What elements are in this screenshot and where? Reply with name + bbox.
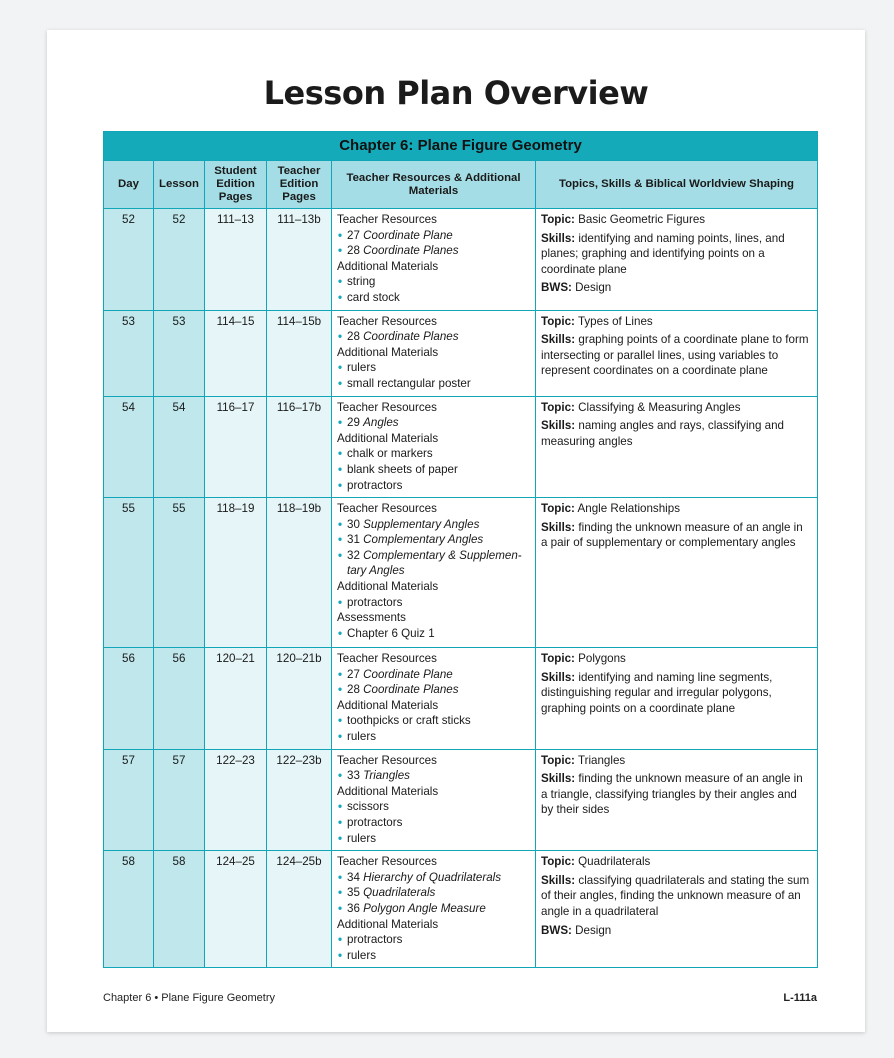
resource-number: 28: [347, 683, 360, 697]
resource-number: 28: [347, 330, 360, 344]
bullet-icon: •: [338, 626, 343, 640]
bws-label: BWS:: [541, 281, 572, 295]
resource-list-item: [337, 532, 530, 548]
resource-list-item: [337, 228, 530, 244]
resource-list-item: [337, 768, 530, 784]
day-cell: 57: [104, 749, 154, 851]
resource-name: protractors: [347, 478, 403, 492]
topic-line: [541, 212, 811, 228]
resource-list-item: [337, 682, 530, 698]
resource-name: blank sheets of paper: [347, 462, 458, 476]
resource-list-item: [337, 948, 530, 964]
lesson-plan-table: [103, 131, 818, 968]
page-title: Lesson Plan Overview: [263, 74, 649, 112]
topic-label: Topic:: [541, 213, 575, 226]
resource-number: 28: [347, 244, 360, 258]
resource-heading: Additional Materials: [337, 917, 439, 931]
resource-list-item: [337, 932, 530, 948]
resource-name: card stock: [347, 290, 400, 304]
resource-name: Coordinate Planes: [363, 330, 459, 344]
day-cell: 54: [104, 396, 154, 498]
skills-value: identifying and naming line segments, distinguishing regular and irregular polygons, graphing points on a coordinate plane: [541, 670, 773, 715]
bullet-icon: •: [338, 870, 343, 884]
resource-list-item: [337, 729, 530, 745]
skills-line: [541, 231, 811, 278]
resource-number: 36: [347, 902, 360, 915]
topics-cell: [536, 749, 818, 851]
teacher-pages-cell: 124–25b: [267, 851, 332, 968]
topics-cell: [536, 851, 818, 968]
resource-list-item: [337, 243, 530, 259]
resource-heading: Additional Materials: [337, 345, 439, 359]
skills-label: Skills:: [541, 419, 576, 433]
teacher-pages-cell: 116–17b: [267, 396, 332, 498]
resource-name: small rectangular poster: [347, 376, 471, 390]
footer-chapter-label: Chapter 6 • Plane Figure Geometry: [103, 992, 275, 1004]
resource-name: Complementary & Supplemen-tary Angles: [347, 548, 522, 578]
resource-number: 31: [347, 533, 360, 547]
skills-value: finding the unknown measure of an angle in a pair of supplementary or complementary angles: [541, 520, 803, 550]
student-pages-cell: 124–25: [205, 851, 267, 968]
topic-label: Topic:: [541, 400, 575, 414]
resource-list-item: [337, 478, 530, 494]
bullet-icon: •: [338, 330, 343, 344]
topic-label: Topic:: [541, 652, 575, 666]
teacher-pages-cell: 114–15b: [267, 310, 332, 396]
resource-list-item: [337, 799, 530, 815]
bullet-icon: •: [338, 290, 343, 304]
teacher-pages-cell: 118–19b: [267, 498, 332, 648]
resource-name: Angles: [363, 416, 399, 430]
column-header-topics: Topics, Skills & Biblical Worldview Shaping: [536, 161, 818, 209]
chapter-header: Chapter 6: Plane Figure Geometry: [104, 132, 818, 161]
skills-value: identifying and naming points, lines, and planes; graphing and identifying points on a coordinate plane: [541, 231, 785, 276]
document-page: [47, 30, 865, 1032]
bullet-icon: •: [338, 902, 343, 915]
topics-cell: [536, 396, 818, 498]
resource-name: rulers: [347, 730, 376, 744]
resource-heading: Teacher Resources: [337, 314, 437, 328]
resources-cell: [332, 851, 536, 968]
resource-list-item: [337, 626, 530, 642]
resource-list-item: [337, 415, 530, 431]
resources-cell: [332, 310, 536, 396]
resource-name: Triangles: [363, 769, 410, 783]
skills-label: Skills:: [541, 520, 576, 534]
resource-list-item: [337, 595, 530, 611]
resource-number: 27: [347, 228, 360, 242]
resource-list-item: [337, 548, 530, 579]
bullet-icon: •: [338, 478, 343, 492]
bullet-icon: •: [338, 244, 343, 258]
resource-list-item: [337, 274, 530, 290]
resource-heading: Additional Materials: [337, 698, 439, 712]
lesson-cell: 56: [154, 648, 205, 750]
topic-line: [541, 314, 811, 330]
topic-value: Triangles: [577, 753, 626, 767]
resource-name: Quadrilaterals: [363, 886, 436, 900]
lesson-cell: 53: [154, 310, 205, 396]
lesson-cell: 54: [154, 396, 205, 498]
bullet-icon: •: [338, 548, 343, 562]
bullet-icon: •: [338, 376, 343, 390]
teacher-pages-cell: 111–13b: [267, 209, 332, 311]
resource-heading: Teacher Resources: [337, 400, 437, 414]
resource-name: Coordinate Planes: [363, 683, 459, 697]
resource-list-item: [337, 667, 530, 683]
bullet-icon: •: [338, 228, 343, 242]
bullet-icon: •: [338, 933, 343, 947]
topic-line: [541, 651, 811, 667]
resource-list-item: [337, 713, 530, 729]
column-header-resources: Teacher Resources & Additional Materials: [332, 161, 536, 209]
column-header-teacher-pages: Teacher Edition Pages: [267, 161, 332, 209]
day-cell: 58: [104, 851, 154, 968]
column-header-day: Day: [104, 161, 154, 209]
resource-name: toothpicks or craft sticks: [347, 714, 471, 728]
bullet-icon: •: [338, 714, 343, 728]
lesson-cell: 52: [154, 209, 205, 311]
bullet-icon: •: [338, 517, 343, 531]
resource-heading: Additional Materials: [337, 259, 439, 273]
topics-cell: [536, 310, 818, 396]
resource-list-item: [337, 901, 530, 917]
topic-line: [541, 501, 811, 517]
topic-value: Basic Geometric Figures: [578, 213, 706, 226]
student-pages-cell: 116–17: [205, 396, 267, 498]
topics-cell: [536, 498, 818, 648]
topic-value: Polygons: [578, 652, 626, 666]
topics-cell: [536, 648, 818, 750]
skills-line: [541, 418, 811, 449]
topic-value: Types of Lines: [577, 314, 653, 328]
skills-value: finding the unknown measure of an angle in a triangle, classifying triangles by their angles and by their sides: [541, 772, 803, 817]
skills-line: [541, 771, 811, 818]
skills-value: graphing points of a coordinate plane to form intersecting or parallel lines, using variables to represent coordinates on a coordinate plane: [541, 333, 809, 378]
student-pages-cell: 114–15: [205, 310, 267, 396]
bws-line: [541, 923, 811, 939]
resource-name: chalk or markers: [347, 447, 433, 461]
lesson-cell: 57: [154, 749, 205, 851]
resource-number: 33: [347, 769, 360, 783]
resource-name: protractors: [347, 933, 403, 947]
day-cell: 56: [104, 648, 154, 750]
resource-list-item: [337, 831, 530, 847]
bullet-icon: •: [338, 800, 343, 814]
day-cell: 55: [104, 498, 154, 648]
resource-list-item: [337, 885, 530, 901]
student-pages-cell: 111–13: [205, 209, 267, 311]
table-row: [104, 498, 818, 648]
resource-heading: Teacher Resources: [337, 502, 437, 516]
bws-label: BWS:: [541, 923, 572, 937]
resource-heading: Teacher Resources: [337, 855, 437, 869]
student-pages-cell: 120–21: [205, 648, 267, 750]
topic-line: [541, 753, 811, 769]
resources-cell: [332, 396, 536, 498]
resource-heading: Assessments: [337, 611, 406, 625]
resources-cell: [332, 749, 536, 851]
topic-value: Angle Relationships: [577, 502, 680, 516]
skills-label: Skills:: [541, 670, 576, 684]
resource-list-item: [337, 290, 530, 306]
resource-list-item: [337, 815, 530, 831]
bullet-icon: •: [338, 831, 343, 845]
skills-label: Skills:: [541, 333, 576, 347]
bws-value: Design: [575, 923, 612, 937]
student-pages-cell: 118–19: [205, 498, 267, 648]
resource-number: 27: [347, 667, 360, 681]
lesson-cell: 55: [154, 498, 205, 648]
topic-line: [541, 400, 811, 416]
table-body: [104, 209, 818, 968]
column-header-lesson: Lesson: [154, 161, 205, 209]
bullet-icon: •: [338, 769, 343, 783]
resources-cell: [332, 648, 536, 750]
skills-label: Skills:: [541, 772, 576, 786]
topic-label: Topic:: [541, 855, 575, 869]
resource-name: scissors: [347, 800, 389, 814]
topic-line: [541, 854, 811, 870]
teacher-pages-cell: 120–21b: [267, 648, 332, 750]
table-row: [104, 209, 818, 311]
resource-name: Supplementary Angles: [363, 517, 480, 531]
bws-value: Design: [575, 281, 612, 295]
bullet-icon: •: [338, 275, 343, 289]
resources-cell: [332, 209, 536, 311]
bullet-icon: •: [338, 816, 343, 830]
resource-name: Chapter 6 Quiz 1: [347, 626, 435, 640]
resources-cell: [332, 498, 536, 648]
resource-heading: Additional Materials: [337, 580, 439, 594]
resource-name: Coordinate Plane: [363, 667, 453, 681]
resource-number: 32: [347, 548, 360, 562]
resource-name: string: [347, 275, 376, 289]
resource-heading: Teacher Resources: [337, 753, 437, 767]
bullet-icon: •: [338, 533, 343, 547]
bullet-icon: •: [338, 667, 343, 681]
resource-list-item: [337, 376, 530, 392]
skills-value: naming angles and rays, classifying and measuring angles: [541, 419, 784, 448]
topic-label: Topic:: [541, 314, 575, 328]
resource-name: Coordinate Plane: [363, 228, 453, 242]
resource-number: 34: [347, 870, 360, 884]
resource-list-item: [337, 360, 530, 376]
lesson-cell: 58: [154, 851, 205, 968]
skills-line: [541, 873, 811, 920]
bullet-icon: •: [338, 361, 343, 375]
teacher-pages-cell: 122–23b: [267, 749, 332, 851]
resource-number: 29: [347, 416, 360, 430]
bullet-icon: •: [338, 595, 343, 609]
resource-name: rulers: [347, 831, 376, 845]
resource-name: Coordinate Planes: [363, 244, 459, 258]
resource-number: 35: [347, 886, 360, 900]
resource-name: Complementary Angles: [363, 533, 484, 547]
table-row: [104, 749, 818, 851]
table-row: [104, 310, 818, 396]
skills-line: [541, 520, 811, 551]
resource-name: Hierarchy of Quadrilaterals: [363, 870, 502, 884]
skills-line: [541, 332, 811, 379]
resource-name: Polygon Angle Measure: [363, 902, 486, 915]
resource-list-item: [337, 446, 530, 462]
column-header-student-pages: Student Edition Pages: [205, 161, 267, 209]
resource-list-item: [337, 870, 530, 886]
footer-page-number: L-111a: [783, 992, 817, 1004]
bullet-icon: •: [338, 948, 343, 962]
topic-value: Classifying & Measuring Angles: [578, 400, 741, 414]
resource-number: 30: [347, 517, 360, 531]
resource-heading: Additional Materials: [337, 431, 439, 445]
resource-name: protractors: [347, 595, 403, 609]
resource-heading: Teacher Resources: [337, 213, 437, 226]
bws-line: [541, 280, 811, 296]
resource-heading: Additional Materials: [337, 784, 439, 798]
resource-heading: Teacher Resources: [337, 652, 437, 666]
bullet-icon: •: [338, 683, 343, 697]
bullet-icon: •: [338, 886, 343, 900]
table-row: [104, 648, 818, 750]
student-pages-cell: 122–23: [205, 749, 267, 851]
bullet-icon: •: [338, 730, 343, 744]
resource-list-item: [337, 329, 530, 345]
skills-value: classifying quadrilaterals and stating the sum of their angles, finding the unknown measure of an angle in a quadrilateral: [541, 873, 810, 918]
bullet-icon: •: [338, 462, 343, 476]
table-row: [104, 851, 818, 968]
day-cell: 53: [104, 310, 154, 396]
topic-label: Topic:: [541, 502, 575, 516]
topics-cell: [536, 209, 818, 311]
skills-label: Skills:: [541, 231, 576, 245]
bullet-icon: •: [338, 416, 343, 430]
resource-name: rulers: [347, 948, 376, 962]
resource-list-item: [337, 462, 530, 478]
topic-value: Quadrilaterals: [578, 855, 651, 869]
topic-label: Topic:: [541, 753, 575, 767]
resource-name: protractors: [347, 816, 403, 830]
resource-list-item: [337, 517, 530, 533]
table-row: [104, 396, 818, 498]
skills-line: [541, 670, 811, 717]
skills-label: Skills:: [541, 873, 576, 887]
day-cell: 52: [104, 209, 154, 311]
bullet-icon: •: [338, 447, 343, 461]
resource-name: rulers: [347, 361, 376, 375]
